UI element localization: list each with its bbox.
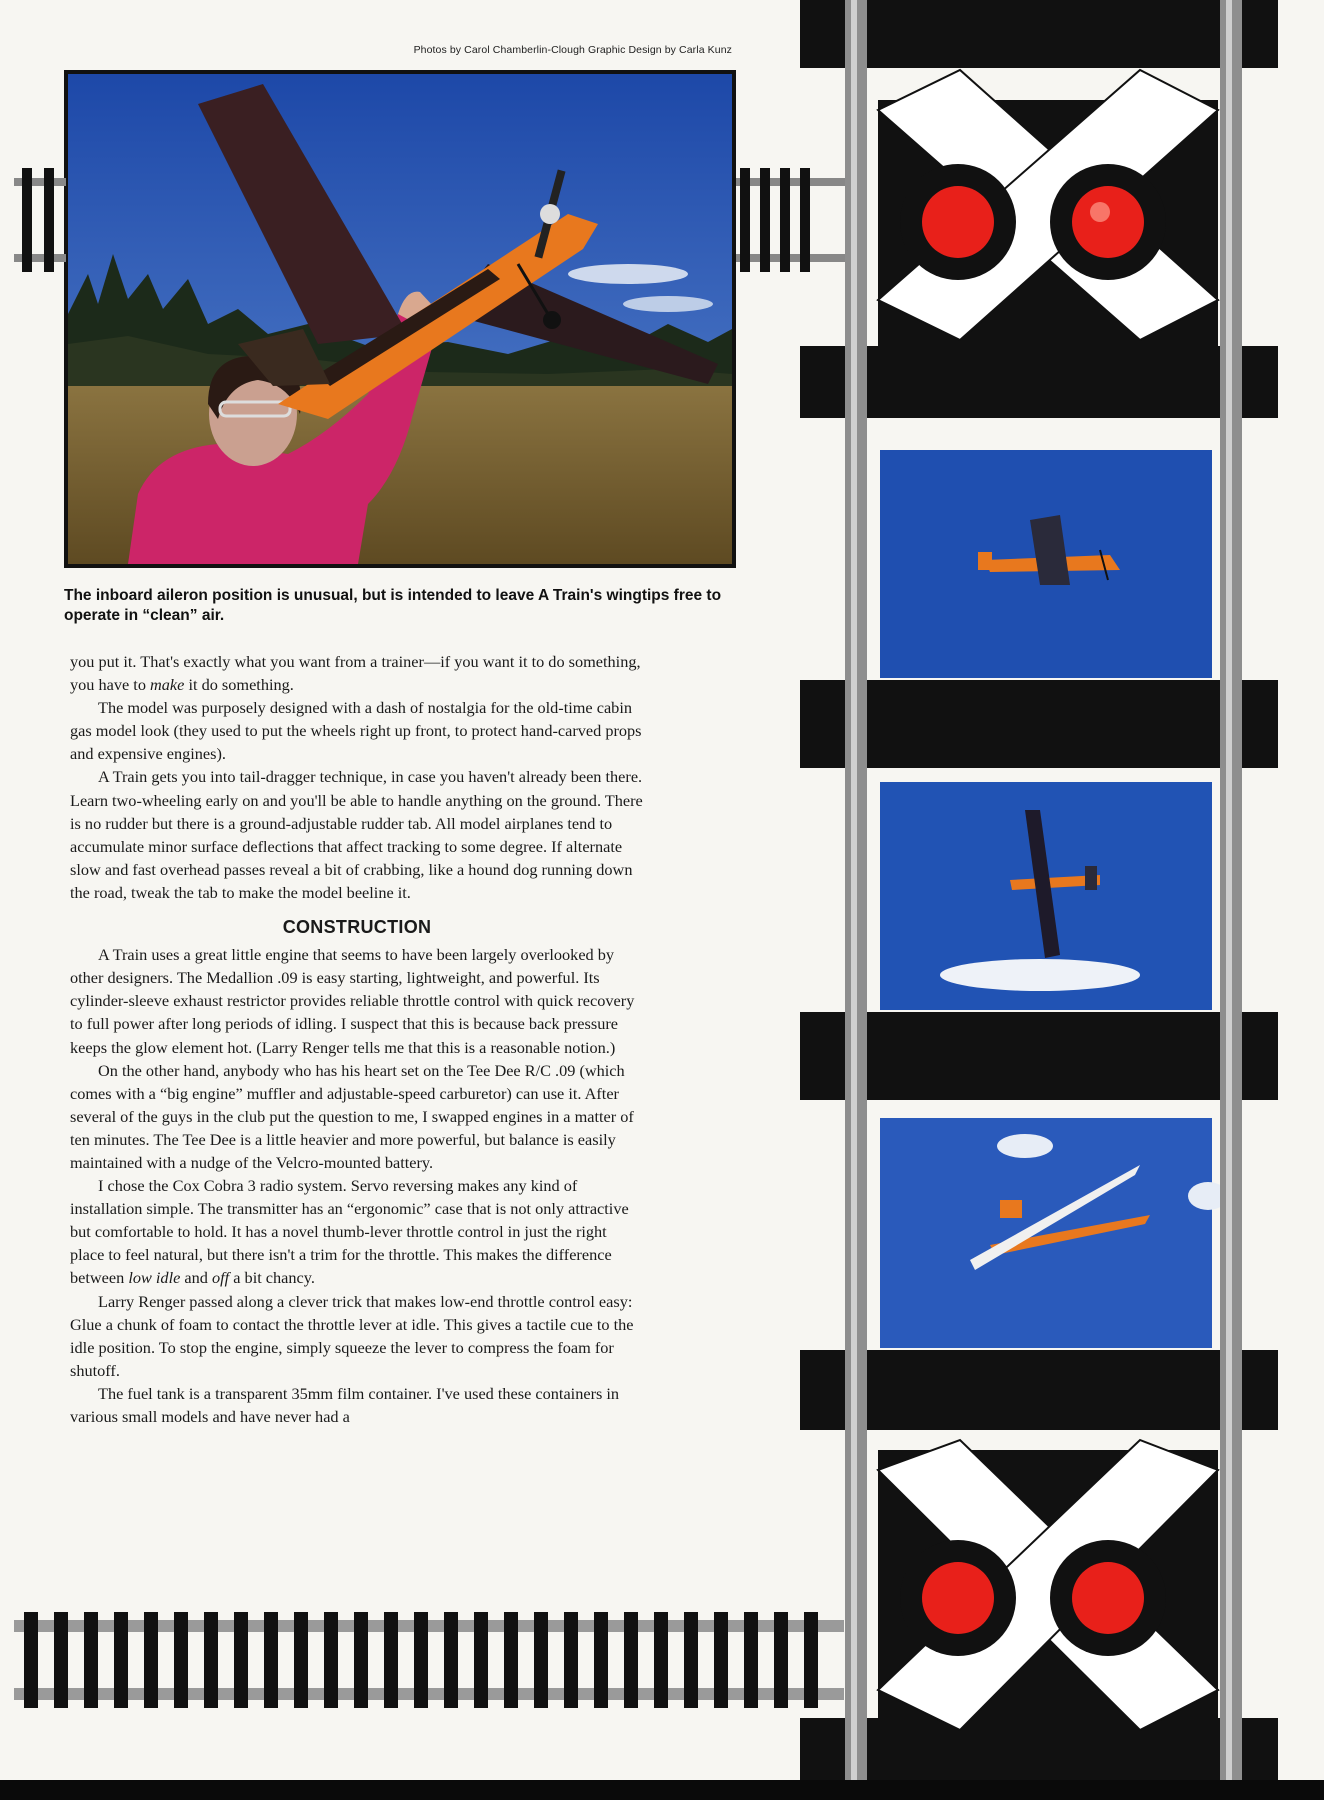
crossbuck-bottom [878,1440,1218,1730]
rail-right [1220,0,1242,1800]
paragraph: A Train gets you into tail-dragger technique, in case you haven't already been there. Learn two-wheeling early on and you'll be able to handle anything on the ground. There is no rudder but there is a ground-adjustable rudder tab. All model airplanes tend to accumulate minor surface deflections that affect tracking to some degree. If alternate slow and fast overhead passes reveal a bit of crabbing, like a hound dog running down the road, tweak the tab to make the model beeline it. [70,767,643,902]
emphasis: off [211,1268,230,1288]
paragraph: A Train uses a great little engine that seems to have been largely overlooked by other designers. The Medallion .09 is easy starting, lightweight, and powerful. Its cylinder-sleeve exhaust restrictor provides reliable throttle control with quick recovery to full power after long periods of idling. I suspect that this is because back pressure keeps the glow element hot. (Larry Renger tells me that this is a reasonable notion.) [70,945,635,1057]
crossbuck-top [878,70,1218,350]
film-photo-1 [880,450,1212,678]
article-body [70,650,644,1428]
signal-lights-bottom [900,1540,1166,1656]
rail-left [845,0,867,1800]
emphasis: make [150,675,185,695]
signal-lights-top [900,164,1166,280]
track-ties [800,0,1278,1800]
bottom-bar [0,1780,1324,1800]
text-run: a bit chancy. [229,1268,315,1288]
section-heading: CONSTRUCTION [282,917,432,938]
railroad-track-bottom [14,1612,844,1708]
woman-launching-plane-image [68,74,732,564]
text-run: you put it. That's exactly what you want from a trainer—if you want it to do something, you have to [70,652,641,695]
track-stub-right [736,168,846,272]
photo-credits: Photos by Carol Chamberlin-Clough Graphic Design by Carla Kunz [413,44,732,56]
paragraph [70,650,644,696]
paragraph: The fuel tank is a transparent 35mm film container. I've used these containers in various small models and have never had a [70,1383,620,1426]
paragraph: On the other hand, anybody who has his heart set on the Tee Dee R/C .09 (which comes with a “big engine” muffler and adjustable-speed carburetor) can use it. After several of the guys in the club put the question to me, I swapped engines in a matter of ten minutes. The Tee Dee is a little heavier and more powerful, but balance is easily maintained with a nudge of the Velcro-mounted battery. [70,1060,634,1172]
emphasis: low idle [128,1268,181,1288]
paragraph: Larry Renger passed along a clever trick that makes low-end throttle control easy: Glue a chunk of foam to contact the throttle lever at idle. This gives a tactile cue to the idle position. To stop the engine, simply squeeze the lever to compress the foam for shutoff. [70,1291,634,1380]
film-photo-3 [880,1118,1228,1348]
paragraph: The model was purposely designed with a dash of nostalgia for the old-time cabin gas model look (they used to put the wheels right up front, to protect hand-carved props and expensive engines). [70,698,642,764]
main-photo [64,70,736,568]
text-run: I chose the Cox Cobra 3 radio system. Servo reversing makes any kind of installation simple. The transmitter has an “ergonomic” case that is not only attractive but comfortable to hold. It has a novel thumb-lever throttle control in just the right place to feel natural, but there isn't a trim for the throttle. This makes the difference between [70,1176,629,1288]
track-stub-left [14,168,66,272]
text-run: and [180,1268,212,1288]
photo-caption: The inboard aileron position is unusual, but is intended to leave A Train's wingtips free to operate in “clean” air. [64,587,722,624]
film-photo-2 [880,782,1212,1010]
text-run: it do something. [184,675,294,695]
paragraph [70,1174,644,1289]
